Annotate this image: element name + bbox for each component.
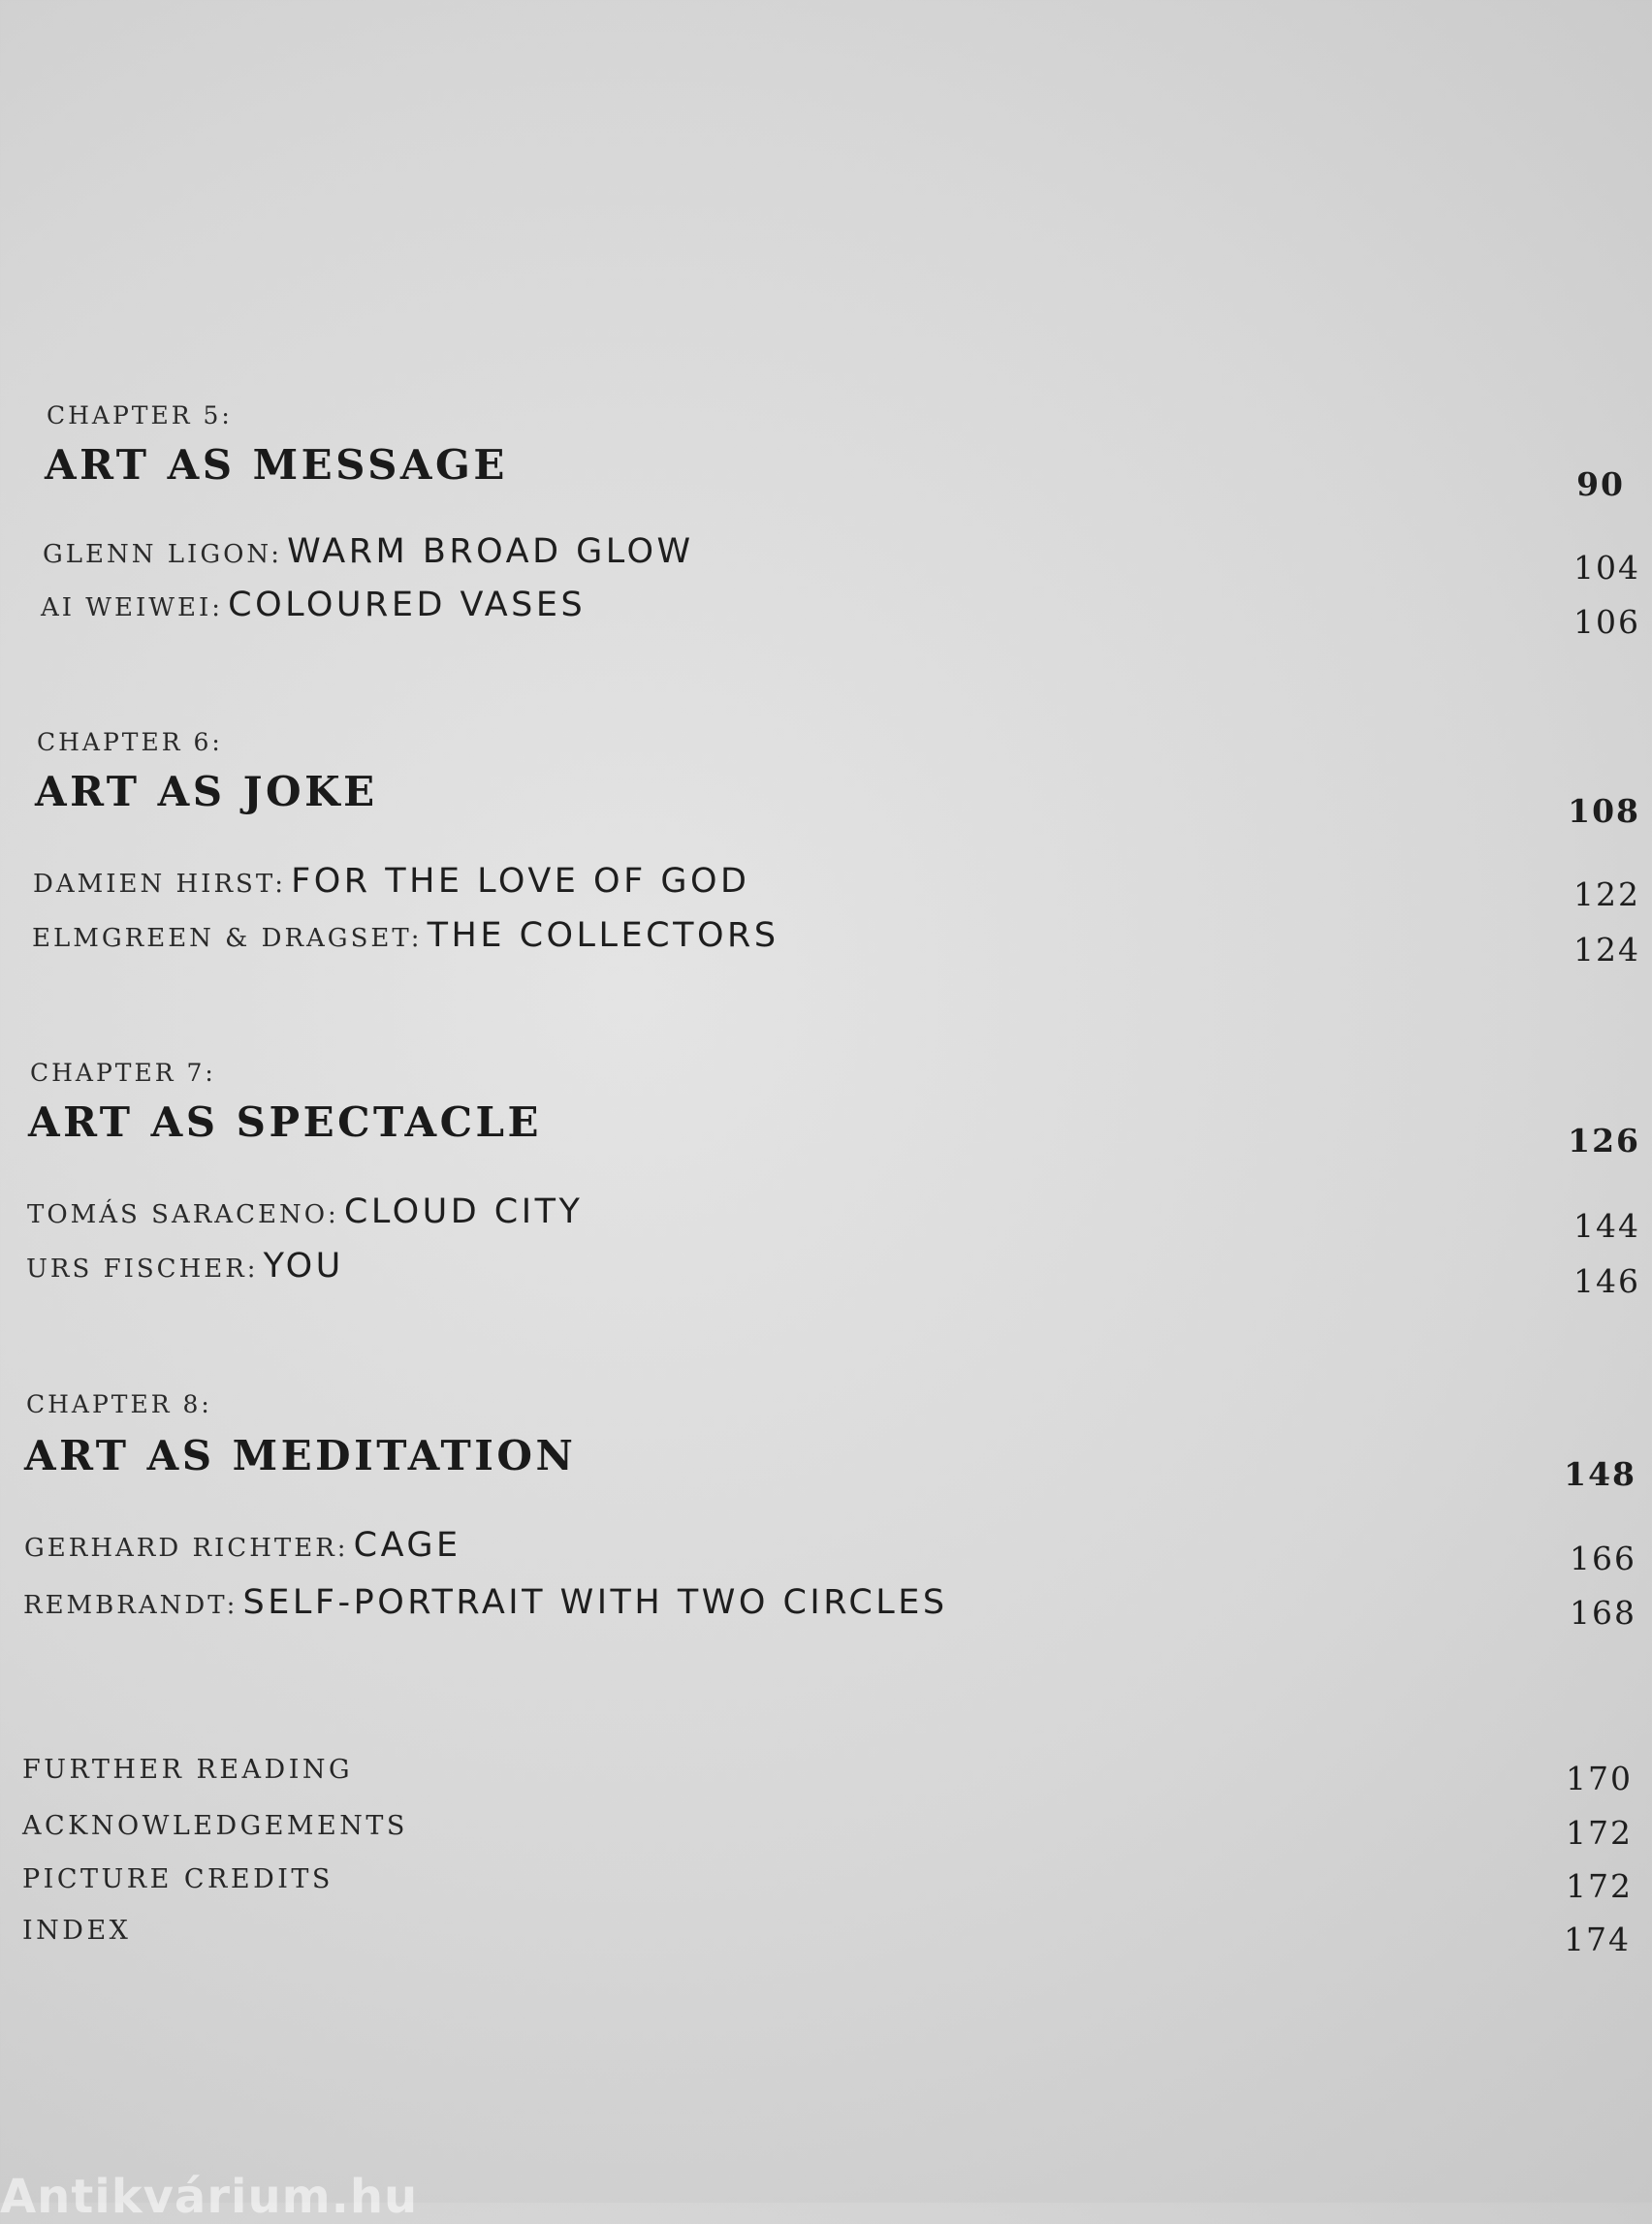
chapter-7-title: ART AS SPECTACLE: [28, 1098, 543, 1146]
entry-artist: DAMIEN HIRST:: [33, 870, 287, 899]
entry-artist: ELMGREEN & DRAGSET:: [32, 924, 423, 953]
entry-work: YOU: [263, 1247, 344, 1286]
toc-entry: [41, 586, 586, 624]
entry-work: THE COLLECTORS: [427, 916, 779, 955]
backmatter-index: INDEX: [22, 1916, 132, 1946]
toc-entry: [27, 1192, 583, 1231]
entry-work: WARM BROAD GLOW: [287, 532, 694, 571]
watermark-text: Antikvárium.hu: [0, 2170, 419, 2224]
backmatter-acknowledgements: ACKNOWLEDGEMENTS: [22, 1811, 408, 1841]
backmatter-picture-credits: PICTURE CREDITS: [22, 1864, 334, 1894]
toc-entry: [32, 916, 779, 955]
backmatter-page-number: 172: [1566, 1867, 1633, 1905]
entry-page-number: 104: [1573, 549, 1640, 587]
backmatter-page-number: 174: [1564, 1921, 1631, 1958]
chapter-7-label: CHAPTER 7:: [30, 1059, 216, 1087]
chapter-8-page-number: 148: [1564, 1455, 1636, 1493]
entry-artist: GERHARD RICHTER:: [24, 1534, 349, 1563]
entry-page-number: 168: [1570, 1594, 1636, 1632]
chapter-8-title: ART AS MEDITATION: [24, 1432, 577, 1479]
chapter-6-title: ART AS JOKE: [35, 768, 378, 815]
backmatter-further-reading: FURTHER READING: [22, 1755, 354, 1785]
entry-artist: REMBRANDT:: [23, 1591, 238, 1620]
entry-artist: AI WEIWEI:: [41, 593, 224, 622]
entry-work: CLOUD CITY: [343, 1192, 584, 1231]
entry-work: CAGE: [353, 1526, 461, 1565]
entry-page-number: 124: [1573, 931, 1640, 969]
entry-page-number: 144: [1573, 1207, 1640, 1245]
entry-work: SELF-PORTRAIT WITH TWO CIRCLES: [242, 1583, 948, 1622]
entry-page-number: 106: [1573, 603, 1640, 641]
chapter-6-label: CHAPTER 6:: [37, 728, 223, 756]
entry-work: FOR THE LOVE OF GOD: [291, 862, 750, 901]
chapter-7-page-number: 126: [1568, 1122, 1640, 1160]
chapter-5-label: CHAPTER 5:: [47, 401, 233, 429]
toc-entry: [23, 1583, 948, 1622]
chapter-5-title: ART AS MESSAGE: [45, 441, 508, 489]
chapter-6-page-number: 108: [1568, 792, 1640, 830]
backmatter-page-number: 170: [1566, 1760, 1633, 1797]
toc-entry: [33, 862, 749, 901]
entry-page-number: 146: [1573, 1262, 1640, 1300]
chapter-5-page-number: 90: [1576, 465, 1625, 503]
entry-page-number: 166: [1570, 1540, 1636, 1577]
toc-entry: [43, 532, 694, 571]
entry-work: COLOURED VASES: [228, 586, 587, 624]
toc-entry: [26, 1247, 344, 1286]
entry-artist: TOMÁS SARACENO:: [27, 1200, 339, 1229]
entry-artist: GLENN LIGON:: [43, 540, 282, 569]
entry-page-number: 122: [1573, 875, 1640, 913]
toc-entry: [24, 1526, 461, 1565]
backmatter-page-number: 172: [1566, 1814, 1633, 1852]
entry-artist: URS FISCHER:: [26, 1255, 259, 1284]
chapter-8-label: CHAPTER 8:: [26, 1390, 212, 1418]
